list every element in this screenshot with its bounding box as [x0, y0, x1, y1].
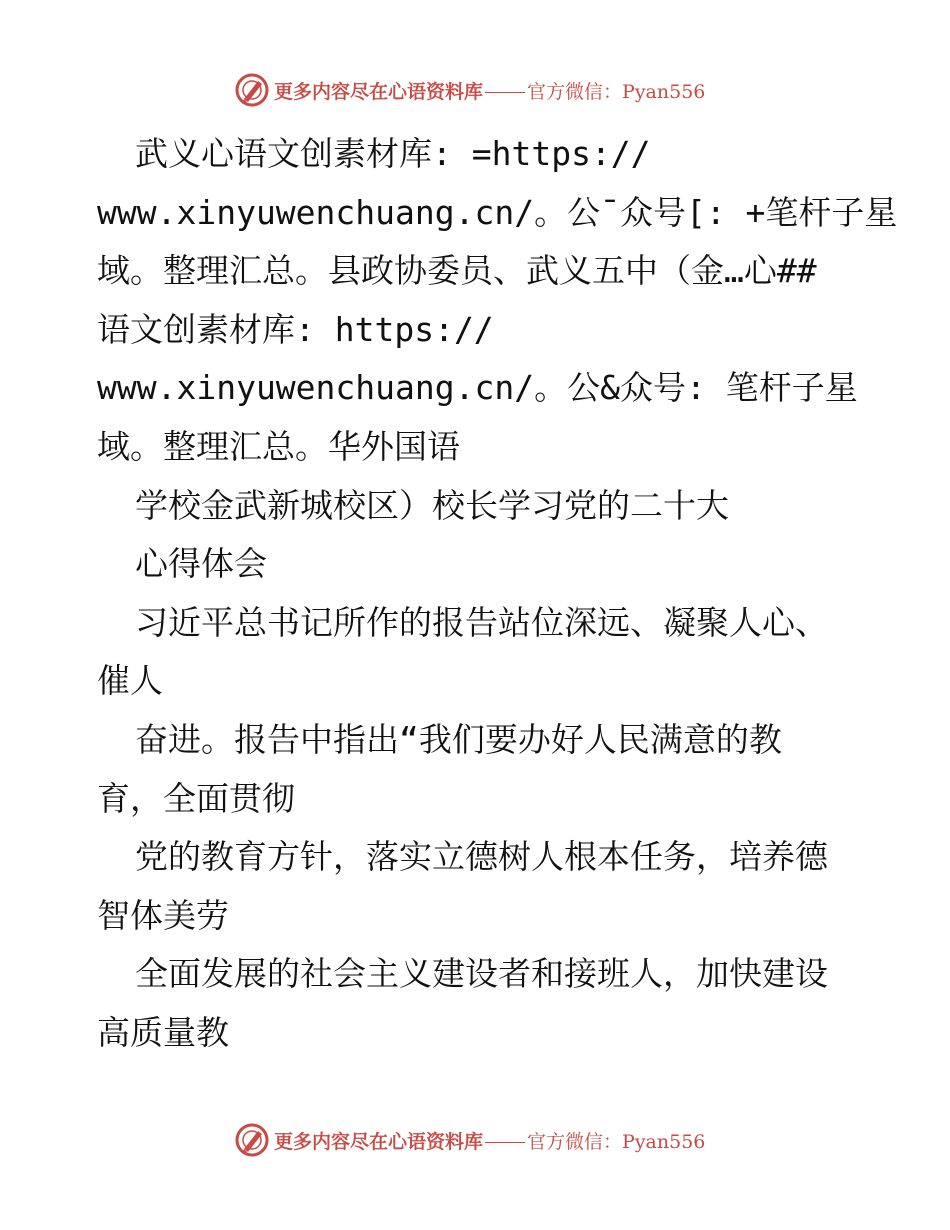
- text-line: 域。整理汇总。县政协委员、武义五中（金…心##: [97, 251, 817, 291]
- text-line: 心得体会: [135, 544, 267, 584]
- banner-site-text: 更多内容尽在心语资料库: [274, 80, 484, 103]
- text-line: 武义心语文创素材库: =https://: [135, 134, 651, 173]
- banner-wechat-label: 官方微信：: [527, 80, 623, 103]
- text-line: 智体美劳: [97, 895, 229, 935]
- banner-site-text: 更多内容尽在心语资料库: [274, 1130, 484, 1153]
- text-line: 奋进。报告中指出“我们要办好人民满意的教: [135, 719, 782, 759]
- pen-logo-icon: [234, 1122, 270, 1158]
- text-line: 域。整理汇总。华外国语: [97, 426, 460, 466]
- text-line: 高质量教: [97, 1012, 229, 1052]
- text-line: 催人: [97, 661, 163, 701]
- text-line: 学校金武新城校区）校长学习党的二十大: [135, 485, 729, 525]
- banner-divider: [485, 1142, 525, 1143]
- text-line: www.xinyuwenchuang.cn/。公¯众号[: +笔杆子星: [97, 192, 898, 232]
- pen-logo-icon: [234, 72, 270, 108]
- banner-divider: [485, 92, 525, 93]
- text-line: 习近平总书记所作的报告站位深远、凝聚人心、: [135, 602, 828, 642]
- text-line: 育，全面贯彻: [97, 778, 295, 818]
- text-line: 党的教育方针，落实立德树人根本任务，培养德: [135, 837, 828, 877]
- banner-wechat-id: Pyan556: [622, 80, 706, 103]
- text-line: 全面发展的社会主义建设者和接班人，加快建设: [135, 954, 828, 994]
- banner-wechat-id: Pyan556: [622, 1130, 706, 1153]
- footer-banner: [234, 1122, 705, 1158]
- banner-wechat-label: 官方微信：: [527, 1130, 623, 1153]
- footer-banner-text: [274, 1127, 705, 1154]
- header-banner: [234, 72, 705, 108]
- text-line: www.xinyuwenchuang.cn/。公&众号: 笔杆子星: [97, 368, 858, 408]
- header-banner-text: [274, 77, 705, 104]
- document-body: [97, 125, 898, 1063]
- text-line: 语文创素材库: https://: [97, 309, 494, 349]
